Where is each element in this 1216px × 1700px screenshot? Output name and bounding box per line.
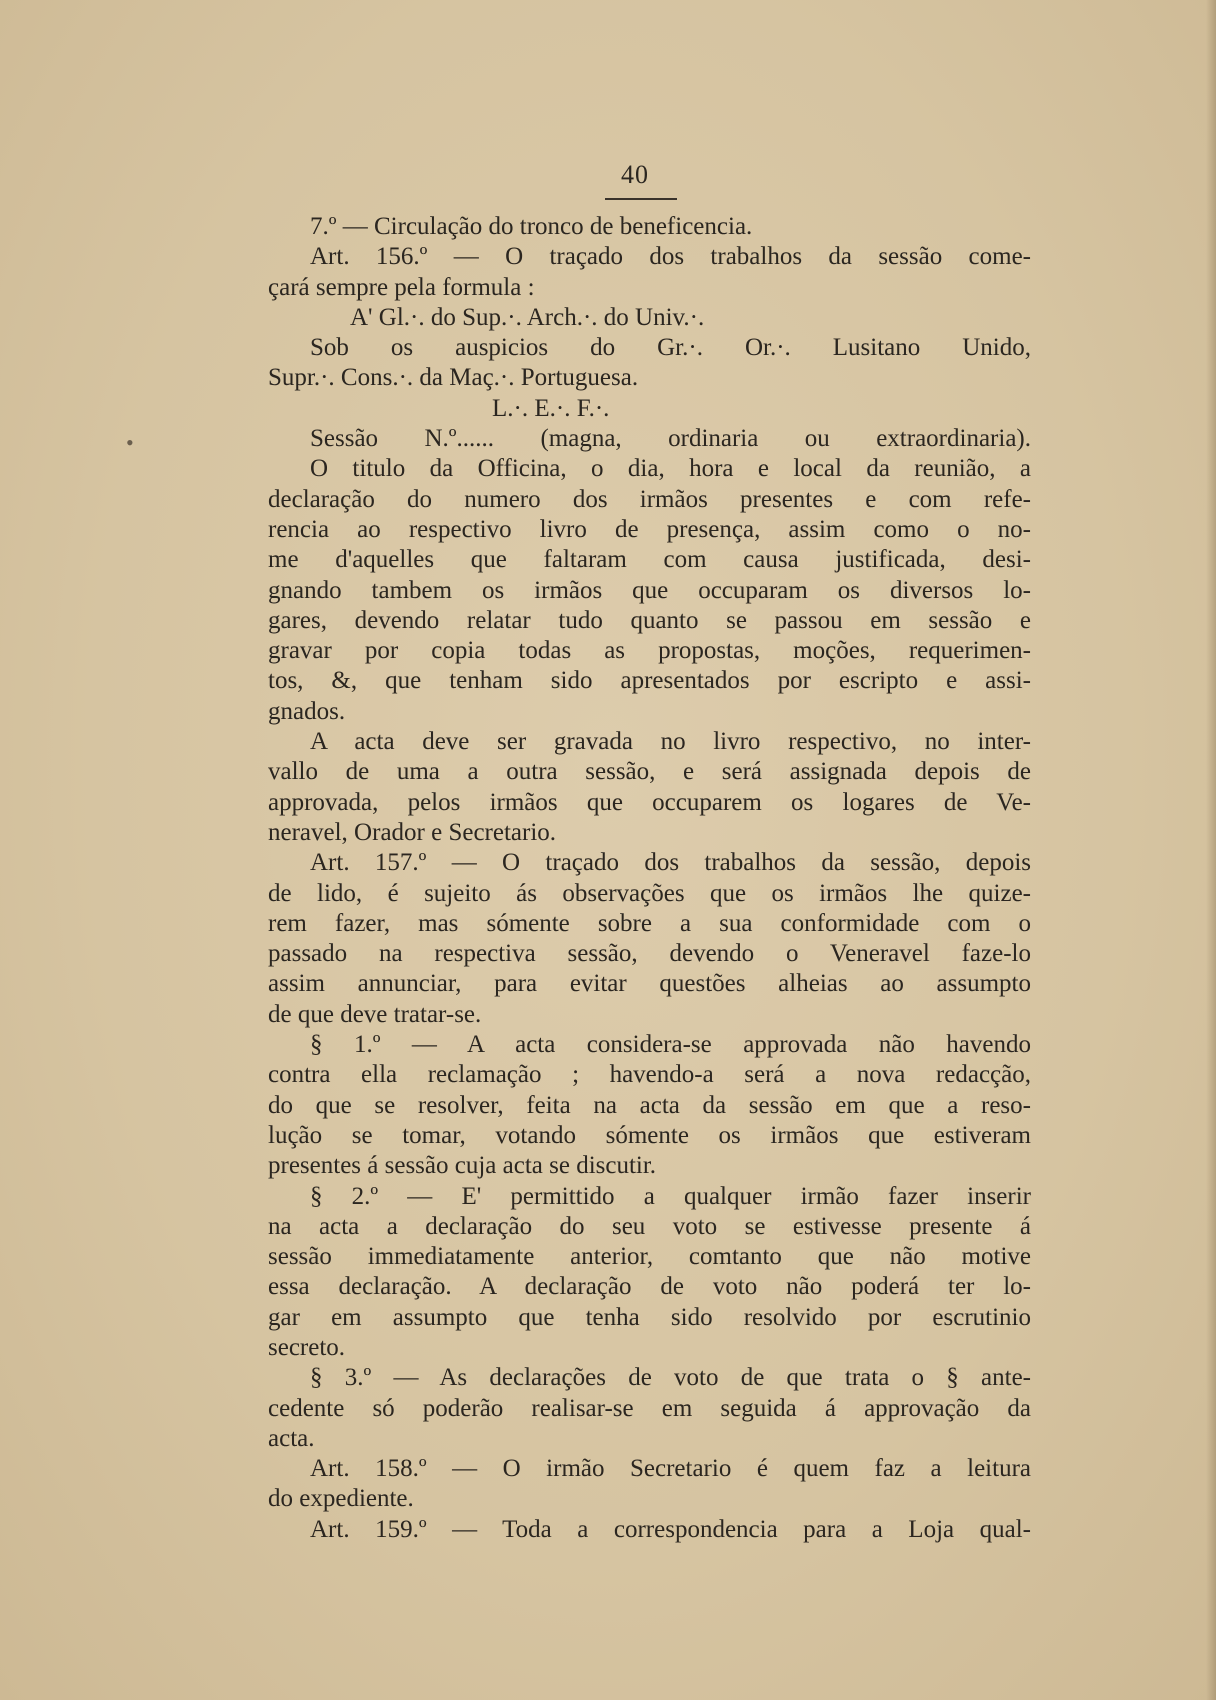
text-line: essa declaração. A declaração de voto não poderá ter lo- xyxy=(268,1273,1031,1301)
text-line: rem fazer, mas sómente sobre a sua conformidade com o xyxy=(268,909,1031,937)
text-line: Art. 159.º — Toda a correspondencia para a Loja qual- xyxy=(310,1515,1031,1543)
text-line: A' Gl.·. do Sup.·. Arch.·. do Univ.·. xyxy=(350,303,705,331)
text-line: § 2.º — E' permittido a qualquer irmão fazer inserir xyxy=(310,1182,1031,1210)
text-line: vallo de uma a outra sessão, e será assignada depois de xyxy=(268,758,1031,786)
text-line: cedente só poderão realisar-se em seguida á approvação da xyxy=(268,1394,1031,1422)
text-line: 7.º — Circulação do tronco de beneficencia. xyxy=(310,213,753,240)
text-line: Sob os auspicios do Gr.·. Or.·. Lusitano Unido, xyxy=(310,334,1031,362)
text-line: secreto. xyxy=(268,1333,346,1361)
text-line: do que se resolver, feita na acta da sessão em que a reso- xyxy=(268,1091,1031,1119)
text-line: passado na respectiva sessão, devendo o Veneravel faze-lo xyxy=(268,940,1031,968)
text-line: Art. 158.º — O irmão Secretario é quem faz a leitura xyxy=(310,1455,1031,1483)
text-line: A acta deve ser gravada no livro respectivo, no inter- xyxy=(310,728,1031,756)
text-line: do expediente. xyxy=(268,1485,414,1513)
text-line: approvada, pelos irmãos que occuparem os logares de Ve- xyxy=(268,788,1031,816)
text-line: Art. 157.º — O traçado dos trabalhos da sessão, depois xyxy=(310,849,1031,877)
text-line: § 3.º — As declarações de voto de que trata o § ante- xyxy=(310,1364,1031,1392)
text-line: gar em assumpto que tenha sido resolvido por escrutinio xyxy=(268,1303,1031,1331)
page-number-rule xyxy=(605,198,677,200)
text-line: L.·. E.·. F.·. xyxy=(492,394,610,422)
page-edge-shadow xyxy=(1206,0,1216,1700)
text-line: Supr.·. Cons.·. da Maç.·. Portuguesa. xyxy=(268,364,639,392)
margin-dot: • xyxy=(126,430,134,455)
text-line: gravar por copia todas as propostas, moções, requerimen- xyxy=(268,637,1031,665)
text-line: me d'aquelles que faltaram com causa justificada, desi- xyxy=(268,546,1031,574)
text-line: assim annunciar, para evitar questões alheias ao assumpto xyxy=(268,970,1031,998)
text-line: Sessão N.º...... (magna, ordinaria ou extraordinaria). xyxy=(310,425,1031,453)
text-line: de lido, é sujeito ás observações que os irmãos lhe quize- xyxy=(268,879,1031,907)
page-number: 40 xyxy=(621,160,649,189)
text-line: çará sempre pela formula : xyxy=(268,273,535,301)
text-line: acta. xyxy=(268,1424,315,1452)
text-line: de que deve tratar-se. xyxy=(268,1000,482,1028)
text-line: gnados. xyxy=(268,697,346,725)
text-line: na acta a declaração do seu voto se estivesse presente á xyxy=(268,1212,1031,1240)
text-line: declaração do numero dos irmãos presentes e com refe- xyxy=(268,485,1031,513)
text-line: O titulo da Officina, o dia, hora e local da reunião, a xyxy=(310,455,1031,483)
text-line: gnando tambem os irmãos que occuparam os diversos lo- xyxy=(268,576,1031,604)
text-line: presentes á sessão cuja acta se discutir. xyxy=(268,1152,657,1180)
body-text xyxy=(268,212,1031,1545)
text-line: rencia ao respectivo livro de presença, assim como o no- xyxy=(268,515,1031,543)
text-line: contra ella reclamação ; havendo-a será a nova redacção, xyxy=(268,1061,1031,1089)
text-line: Art. 156.º — O traçado dos trabalhos da sessão come- xyxy=(310,243,1031,271)
text-line: gares, devendo relatar tudo quanto se passou em sessão e xyxy=(268,606,1031,634)
text-line: neravel, Orador e Secretario. xyxy=(268,818,557,846)
text-line: lução se tomar, votando sómente os irmãos que estiveram xyxy=(268,1121,1031,1149)
text-line: sessão immediatamente anterior, comtanto que não motive xyxy=(268,1243,1031,1271)
text-line: tos, &, que tenham sido apresentados por escripto e assi- xyxy=(268,667,1031,695)
text-line: § 1.º — A acta considera-se approvada não havendo xyxy=(310,1031,1031,1059)
